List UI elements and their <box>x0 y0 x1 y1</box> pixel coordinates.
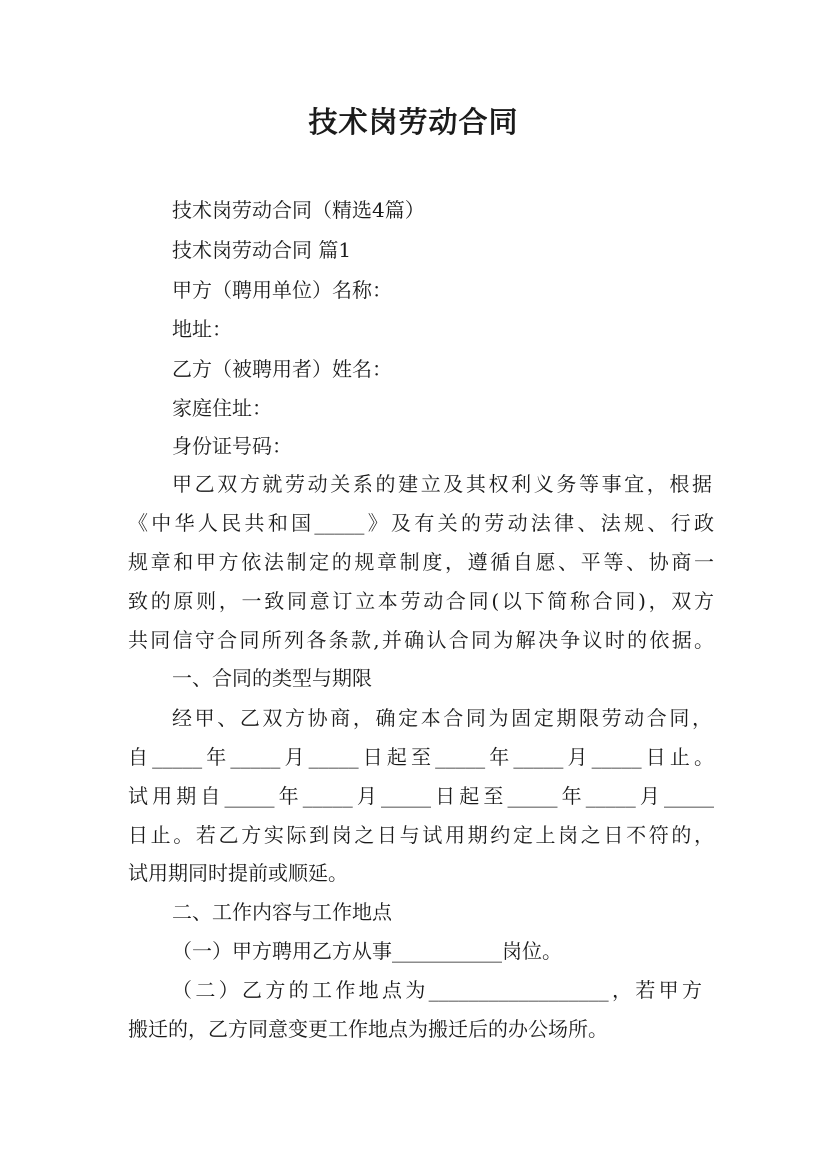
text-line: 规章和甲方依法制定的规章制度，遵循自愿、平等、协商一 <box>128 550 714 574</box>
document-title: 技术岗劳动合同 <box>308 105 519 139</box>
text-line: 技术岗劳动合同（精选4篇） <box>172 198 425 222</box>
text-line: 乙方（被聘用者）姓名： <box>172 357 392 381</box>
text-line: 家庭住址： <box>172 396 272 420</box>
text-line: 共同信守合同所列各条款,并确认合同为解决争议时的依据。 <box>128 628 714 652</box>
text-line: 《中华人民共和国_____》及有关的劳动法律、法规、行政 <box>128 511 714 535</box>
section-heading: 二、工作内容与工作地点 <box>172 900 392 924</box>
text-line: 地址： <box>172 317 232 341</box>
text-line: 日止。若乙方实际到岗之日与试用期约定上岗之日不符的， <box>128 823 714 847</box>
text-line: 甲方（聘用单位）名称： <box>172 278 392 302</box>
text-line: 试用期自_____年_____月_____日起至_____年_____月_____ <box>128 784 714 808</box>
text-line: 搬迁的，乙方同意变更工作地点为搬迁后的办公场所。 <box>128 1017 608 1041</box>
text-line: 身份证号码： <box>172 434 292 458</box>
text-line: 技术岗劳动合同 篇1 <box>172 238 352 262</box>
text-line: 试用期同时提前或顺延。 <box>128 861 348 885</box>
text-line: 甲乙双方就劳动关系的建立及其权利义务等事宜，根据 <box>172 472 712 496</box>
text-line: 致的原则，一致同意订立本劳动合同(以下简称合同)，双方 <box>128 589 714 613</box>
text-line: （一）甲方聘用乙方从事___________岗位。 <box>172 939 562 963</box>
text-line: （二）乙方的工作地点为__________________，若甲方 <box>172 978 702 1002</box>
section-heading: 一、合同的类型与期限 <box>172 666 372 690</box>
text-line: 自_____年_____月_____日起至_____年_____月_____日止。 <box>128 745 714 769</box>
text-line: 经甲、乙双方协商，确定本合同为固定期限劳动合同， <box>172 706 712 730</box>
